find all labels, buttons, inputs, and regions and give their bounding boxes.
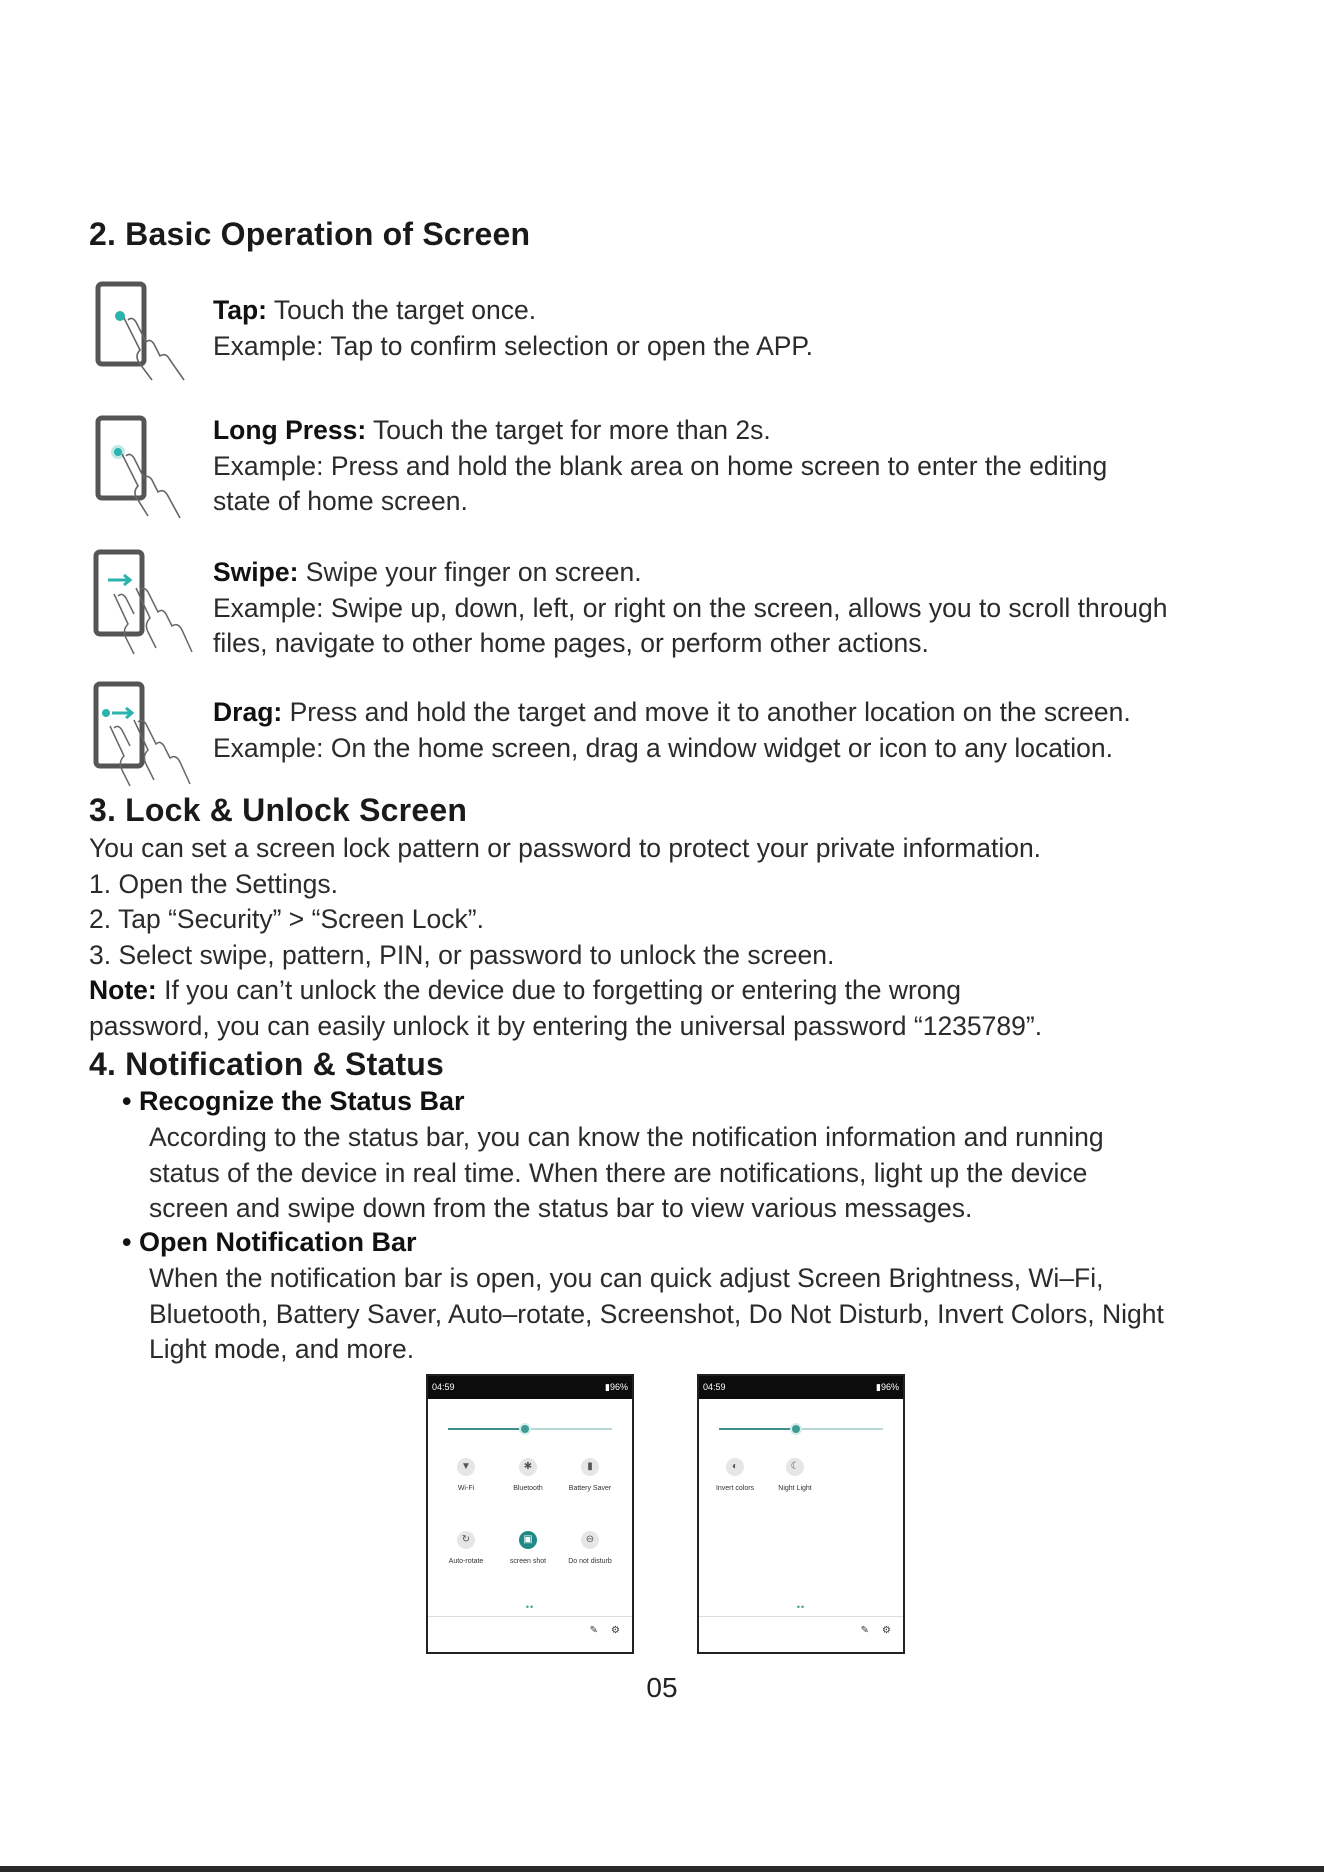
brightness-knob[interactable]: [519, 1423, 531, 1435]
status-time: 04:59: [432, 1382, 455, 1392]
wifi-tile[interactable]: ▼ Wi-Fi: [434, 1458, 498, 1492]
edit-pencil-icon[interactable]: ✎: [860, 1625, 869, 1636]
status-time: 04:59: [703, 1382, 726, 1392]
page-dots: ••: [525, 1602, 535, 1612]
brightness-knob[interactable]: [790, 1423, 802, 1435]
panel-divider: [428, 1616, 632, 1617]
tap-gesture-icon: [88, 280, 198, 390]
page-number: 05: [646, 1672, 678, 1703]
battery-saver-icon: ▮: [581, 1458, 599, 1476]
notification-bar-paragraph: When the notification bar is open, you can quick adjust Screen Brightness, Wi–Fi, Bluetooth, Battery Saver, Auto–rotate, Screenshot, Do Not Disturb, Invert Colors, Night Light mode, and more.: [149, 1263, 1164, 1364]
settings-gear-icon[interactable]: ⚙: [882, 1625, 891, 1636]
invert-colors-icon: ◐: [726, 1458, 744, 1476]
long-press-description: Long Press: Touch the target for more than 2s. Example: Press and hold the blank area on home screen to enter the editing state of home screen.: [213, 415, 1108, 516]
battery-indicator: ▮96%: [876, 1382, 899, 1392]
lock-instructions: You can set a screen lock pattern or password to protect your private information. 1. Open the Settings. 2. Tap “Security” > “Screen Lock”. 3. Select swipe, pattern, PIN, or password to unlock the screen. Note: If you can’t unlock the device due to forgetting or entering the wrong password, you can easily unlock it by entering the universal password “1235789”.: [89, 833, 1043, 1041]
settings-gear-icon[interactable]: ⚙: [611, 1625, 620, 1636]
night-light-tile[interactable]: ☾ Night Light: [763, 1458, 827, 1492]
bottom-border: [0, 1866, 1324, 1872]
status-bar-subheading: • Recognize the Status Bar: [122, 1086, 465, 1116]
night-light-icon: ☾: [786, 1458, 804, 1476]
long-press-gesture-icon: [88, 412, 198, 522]
section-4-title: 4. Notification & Status: [89, 1046, 445, 1082]
screenshot-icon: ▣: [519, 1531, 537, 1549]
notification-panel-screenshot-1: [426, 1374, 634, 1654]
swipe-gesture-icon: [88, 548, 198, 658]
bluetooth-icon: ✱: [519, 1458, 537, 1476]
brightness-slider[interactable]: [448, 1428, 612, 1430]
swipe-description: Swipe: Swipe your finger on screen. Example: Swipe up, down, left, or right on the screen, allows you to scroll through files, navigate to other home pages, or perform other actions.: [213, 557, 1168, 658]
notification-bar-subheading: • Open Notification Bar: [122, 1227, 417, 1257]
brightness-slider[interactable]: [719, 1428, 883, 1430]
brightness-fill: [448, 1428, 525, 1430]
wifi-icon: ▼: [457, 1458, 475, 1476]
section-3-title: 3. Lock & Unlock Screen: [89, 792, 468, 828]
drag-gesture-icon: [88, 680, 198, 790]
status-bar: [699, 1376, 903, 1399]
tap-description: Tap: Touch the target once. Example: Tap to confirm selection or open the APP.: [213, 295, 814, 361]
bluetooth-tile[interactable]: ✱ Bluetooth: [496, 1458, 560, 1492]
section-2-title: 2. Basic Operation of Screen: [89, 216, 531, 252]
auto-rotate-tile[interactable]: ↻ Auto-rotate: [434, 1531, 498, 1565]
battery-saver-tile[interactable]: ▮ Battery Saver: [558, 1458, 622, 1492]
status-bar: [428, 1376, 632, 1399]
battery-indicator: ▮96%: [605, 1382, 628, 1392]
brightness-fill: [719, 1428, 796, 1430]
invert-colors-tile[interactable]: ◐ Invert colors: [703, 1458, 767, 1492]
edit-pencil-icon[interactable]: ✎: [589, 1625, 598, 1636]
screenshot-tile[interactable]: ▣ screen shot: [496, 1531, 560, 1565]
status-bar-paragraph: According to the status bar, you can know the notification information and running status of the device in real time. When there are notifications, light up the device screen and swipe down from the status bar to view various messages.: [149, 1122, 1104, 1223]
auto-rotate-icon: ↻: [457, 1531, 475, 1549]
drag-description: Drag: Press and hold the target and move it to another location on the screen. Example: On the home screen, drag a window widget or icon to any location.: [213, 697, 1131, 763]
page-dots: ••: [796, 1602, 806, 1612]
panel-divider: [699, 1616, 903, 1617]
note-label: Note:: [89, 975, 157, 1005]
do-not-disturb-icon: ⊖: [581, 1531, 599, 1549]
notification-panel-screenshot-2: [697, 1374, 905, 1654]
do-not-disturb-tile[interactable]: ⊖ Do not disturb: [558, 1531, 622, 1565]
